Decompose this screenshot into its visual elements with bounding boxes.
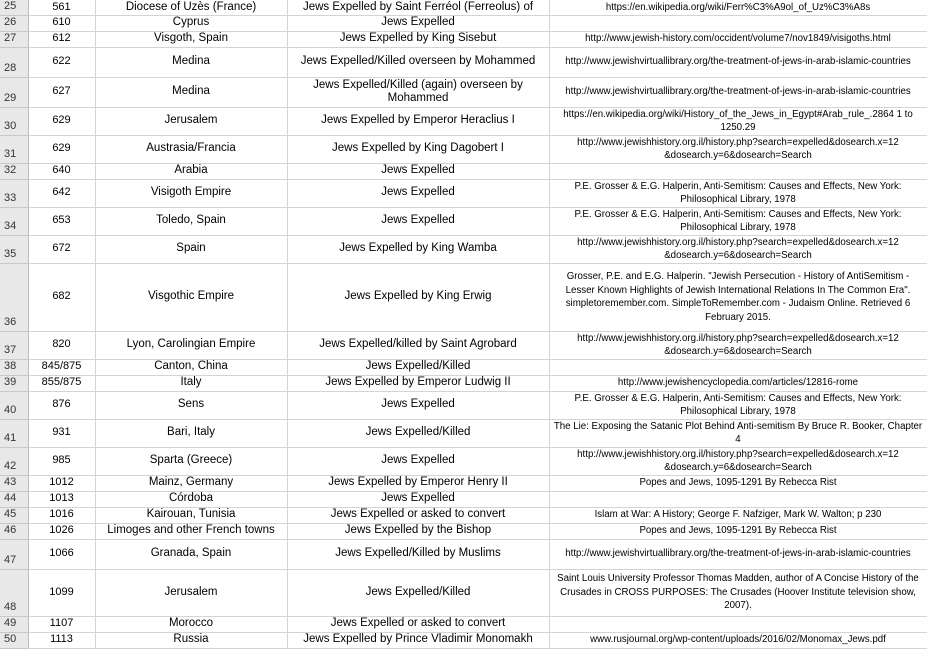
cell-place[interactable]: Visgoth, Spain <box>95 31 287 47</box>
cell-year[interactable]: 820 <box>28 331 95 359</box>
cell-year[interactable]: 640 <box>28 163 95 179</box>
row-header[interactable]: 41 <box>0 419 28 447</box>
cell-place[interactable]: Jerusalem <box>95 569 287 616</box>
cell-year[interactable]: 629 <box>28 107 95 135</box>
row-header[interactable]: 45 <box>0 507 28 523</box>
row-header[interactable]: 44 <box>0 491 28 507</box>
cell-source[interactable]: https://en.wikipedia.org/wiki/History_of_the_Jews_in_Egypt#Arab_rule_.2864 1 to 1250.29 <box>549 107 927 135</box>
cell-year[interactable]: 855/875 <box>28 375 95 391</box>
cell-year[interactable]: 622 <box>28 47 95 77</box>
cell-year[interactable]: 561 <box>28 0 95 15</box>
cell-place[interactable]: Medina <box>95 77 287 107</box>
cell-source[interactable]: http://www.jewishvirtuallibrary.org/the-treatment-of-jews-in-arab-islamic-countries <box>549 77 927 107</box>
table-row[interactable] <box>0 135 927 163</box>
row-header[interactable]: 48 <box>0 569 28 616</box>
row-header[interactable]: 43 <box>0 475 28 491</box>
cell-source[interactable]: http://www.jewish-history.com/occident/volume7/nov1849/visigoths.html <box>549 31 927 47</box>
cell-event[interactable]: Jews Expelled by Emperor Ludwig II <box>287 375 549 391</box>
table-row[interactable] <box>0 375 927 391</box>
cell-year[interactable]: 1113 <box>28 632 95 648</box>
row-header[interactable]: 32 <box>0 163 28 179</box>
table-row[interactable] <box>0 569 927 616</box>
row-header[interactable]: 49 <box>0 616 28 632</box>
row-header[interactable]: 40 <box>0 391 28 419</box>
cell-place[interactable]: Toledo, Spain <box>95 207 287 235</box>
table-row[interactable] <box>0 263 927 331</box>
cell-year[interactable]: 931 <box>28 419 95 447</box>
cell-place[interactable]: Medina <box>95 47 287 77</box>
cell-source[interactable] <box>549 491 927 507</box>
cell-source[interactable]: http://www.jewishencyclopedia.com/articles/12816-rome <box>549 375 927 391</box>
cell-event[interactable]: Jews Expelled by King Sisebut <box>287 31 549 47</box>
cell-year[interactable]: 845/875 <box>28 359 95 375</box>
cell-place[interactable]: Kairouan, Tunisia <box>95 507 287 523</box>
table-row[interactable] <box>0 616 927 632</box>
cell-source[interactable]: https://en.wikipedia.org/wiki/Ferr%C3%A9ol_of_Uz%C3%A8s <box>549 0 927 15</box>
cell-event[interactable]: Jews Expelled or asked to convert <box>287 616 549 632</box>
cell-event[interactable]: Jews Expelled/Killed overseen by Mohammed <box>287 47 549 77</box>
cell-year[interactable]: 1016 <box>28 507 95 523</box>
table-row[interactable] <box>0 447 927 475</box>
cell-event[interactable]: Jews Expelled/Killed (again) overseen by Mohammed <box>287 77 549 107</box>
cell-place[interactable]: Diocese of Uzès (France) <box>95 0 287 15</box>
cell-event[interactable]: Jews Expelled by King Erwig <box>287 263 549 331</box>
row-header[interactable]: 36 <box>0 263 28 331</box>
cell-source[interactable]: www.rusjournal.org/wp-content/uploads/2016/02/Monomax_Jews.pdf <box>549 632 927 648</box>
row-header[interactable]: 38 <box>0 359 28 375</box>
cell-source[interactable]: http://www.jewishhistory.org.il/history.php?search=expelled&dosearch.x=12 &dosearch.y=6&dosearch=Search <box>549 135 927 163</box>
row-header[interactable]: 39 <box>0 375 28 391</box>
cell-source[interactable]: P.E. Grosser & E.G. Halperin, Anti-Semitism: Causes and Effects, New York: Philosophical Library, 1978 <box>549 179 927 207</box>
row-header[interactable]: 27 <box>0 31 28 47</box>
cell-event[interactable]: Jews Expelled <box>287 207 549 235</box>
cell-event[interactable]: Jews Expelled <box>287 491 549 507</box>
cell-place[interactable]: Bari, Italy <box>95 419 287 447</box>
cell-source[interactable]: http://www.jewishhistory.org.il/history.php?search=expelled&dosearch.x=12 &dosearch.y=6&dosearch=Search <box>549 235 927 263</box>
cell-place[interactable]: Visigoth Empire <box>95 179 287 207</box>
cell-year[interactable]: 612 <box>28 31 95 47</box>
cell-year[interactable]: 1107 <box>28 616 95 632</box>
cell-source[interactable]: http://www.jewishhistory.org.il/history.php?search=expelled&dosearch.x=12 &dosearch.y=6&dosearch=Search <box>549 331 927 359</box>
row-header[interactable]: 29 <box>0 77 28 107</box>
row-header[interactable]: 46 <box>0 523 28 539</box>
table-row[interactable] <box>0 179 927 207</box>
cell-place[interactable]: Arabia <box>95 163 287 179</box>
table-row[interactable] <box>0 523 927 539</box>
table-row[interactable] <box>0 419 927 447</box>
cell-source[interactable] <box>549 163 927 179</box>
cell-event[interactable]: Jews Expelled by Emperor Henry II <box>287 475 549 491</box>
table-row[interactable] <box>0 31 927 47</box>
cell-year[interactable]: 629 <box>28 135 95 163</box>
cell-place[interactable]: Cyprus <box>95 15 287 31</box>
table-row[interactable] <box>0 331 927 359</box>
row-header[interactable]: 50 <box>0 632 28 648</box>
table-row[interactable] <box>0 107 927 135</box>
cell-place[interactable]: Córdoba <box>95 491 287 507</box>
row-header[interactable]: 30 <box>0 107 28 135</box>
row-header[interactable]: 31 <box>0 135 28 163</box>
table-row[interactable] <box>0 0 927 15</box>
cell-event[interactable]: Jews Expelled <box>287 163 549 179</box>
cell-source[interactable] <box>549 359 927 375</box>
cell-place[interactable]: Sparta (Greece) <box>95 447 287 475</box>
cell-event[interactable]: Jews Expelled by King Wamba <box>287 235 549 263</box>
table-row[interactable] <box>0 391 927 419</box>
cell-year[interactable]: 627 <box>28 77 95 107</box>
row-header[interactable]: 37 <box>0 331 28 359</box>
cell-source[interactable]: http://www.jewishvirtuallibrary.org/the-treatment-of-jews-in-arab-islamic-countries <box>549 47 927 77</box>
cell-year[interactable]: 642 <box>28 179 95 207</box>
table-row[interactable] <box>0 491 927 507</box>
table-row[interactable] <box>0 163 927 179</box>
cell-place[interactable]: Italy <box>95 375 287 391</box>
cell-source[interactable]: http://www.jewishvirtuallibrary.org/the-treatment-of-jews-in-arab-islamic-countries <box>549 539 927 569</box>
cell-event[interactable]: Jews Expelled by Emperor Heraclius I <box>287 107 549 135</box>
cell-year[interactable]: 1013 <box>28 491 95 507</box>
cell-place[interactable]: Sens <box>95 391 287 419</box>
cell-source[interactable]: Saint Louis University Professor Thomas Madden, author of A Concise History of the Crusades in CROSS PURPOSES: The Crusades (Hoover Institute television show, 2007). <box>549 569 927 616</box>
cell-source[interactable] <box>549 15 927 31</box>
table-row[interactable] <box>0 507 927 523</box>
cell-event[interactable]: Jews Expelled <box>287 179 549 207</box>
cell-source[interactable]: The Lie: Exposing the Satanic Plot Behind Anti-semitism By Bruce R. Booker, Chapter 4 <box>549 419 927 447</box>
cell-place[interactable]: Austrasia/Francia <box>95 135 287 163</box>
cell-source[interactable]: Popes and Jews, 1095-1291 By Rebecca Rist <box>549 475 927 491</box>
cell-event[interactable]: Jews Expelled/killed by Saint Agrobard <box>287 331 549 359</box>
cell-place[interactable]: Spain <box>95 235 287 263</box>
cell-source[interactable] <box>549 616 927 632</box>
cell-year[interactable]: 1066 <box>28 539 95 569</box>
table-row[interactable] <box>0 539 927 569</box>
cell-year[interactable]: 672 <box>28 235 95 263</box>
row-header[interactable]: 25 <box>0 0 28 15</box>
cell-event[interactable]: Jews Expelled/Killed <box>287 359 549 375</box>
cell-event[interactable]: Jews Expelled <box>287 15 549 31</box>
cell-place[interactable]: Limoges and other French towns <box>95 523 287 539</box>
cell-source[interactable]: Grosser, P.E. and E.G. Halperin. "Jewish Persecution - History of AntiSemitism - Lesser Known Highlights of Jewish International Relations In The Common Era". simpletoremember.com. SimpleToRemember.com - Judaism Online. Retrieved 6 February 2015. <box>549 263 927 331</box>
cell-event[interactable]: Jews Expelled by King Dagobert I <box>287 135 549 163</box>
row-header[interactable]: 42 <box>0 447 28 475</box>
cell-place[interactable]: Granada, Spain <box>95 539 287 569</box>
cell-event[interactable]: Jews Expelled <box>287 391 549 419</box>
row-header[interactable]: 33 <box>0 179 28 207</box>
cell-event[interactable]: Jews Expelled <box>287 447 549 475</box>
cell-year[interactable]: 653 <box>28 207 95 235</box>
cell-event[interactable]: Jews Expelled/Killed <box>287 569 549 616</box>
table-row[interactable] <box>0 359 927 375</box>
table-row[interactable] <box>0 632 927 648</box>
cell-event[interactable]: Jews Expelled by the Bishop <box>287 523 549 539</box>
row-header[interactable]: 35 <box>0 235 28 263</box>
row-header[interactable]: 28 <box>0 47 28 77</box>
cell-place[interactable]: Russia <box>95 632 287 648</box>
cell-place[interactable]: Morocco <box>95 616 287 632</box>
cell-place[interactable]: Canton, China <box>95 359 287 375</box>
cell-source[interactable]: Popes and Jews, 1095-1291 By Rebecca Rist <box>549 523 927 539</box>
table-row[interactable] <box>0 15 927 31</box>
cell-year[interactable]: 1026 <box>28 523 95 539</box>
cell-year[interactable]: 610 <box>28 15 95 31</box>
cell-year[interactable]: 682 <box>28 263 95 331</box>
row-header[interactable]: 34 <box>0 207 28 235</box>
cell-source[interactable]: P.E. Grosser & E.G. Halperin, Anti-Semitism: Causes and Effects, New York: Philosophical Library, 1978 <box>549 207 927 235</box>
cell-place[interactable]: Lyon, Carolingian Empire <box>95 331 287 359</box>
cell-year[interactable]: 985 <box>28 447 95 475</box>
cell-source[interactable]: http://www.jewishhistory.org.il/history.php?search=expelled&dosearch.x=12 &dosearch.y=6&dosearch=Search <box>549 447 927 475</box>
cell-source[interactable]: P.E. Grosser & E.G. Halperin, Anti-Semitism: Causes and Effects, New York: Philosophical Library, 1978 <box>549 391 927 419</box>
cell-source[interactable]: Islam at War: A History; George F. Nafziger, Mark W. Walton; p 230 <box>549 507 927 523</box>
row-header[interactable]: 26 <box>0 15 28 31</box>
table-row[interactable] <box>0 77 927 107</box>
cell-place[interactable]: Jerusalem <box>95 107 287 135</box>
cell-year[interactable]: 876 <box>28 391 95 419</box>
cell-place[interactable]: Visgothic Empire <box>95 263 287 331</box>
table-row[interactable] <box>0 235 927 263</box>
cell-event[interactable]: Jews Expelled/Killed <box>287 419 549 447</box>
row-header[interactable]: 47 <box>0 539 28 569</box>
cell-year[interactable]: 1099 <box>28 569 95 616</box>
cell-year[interactable]: 1012 <box>28 475 95 491</box>
cell-place[interactable]: Mainz, Germany <box>95 475 287 491</box>
cell-event[interactable]: Jews Expelled by Saint Ferréol (Ferreolus) of <box>287 0 549 15</box>
cell-event[interactable]: Jews Expelled by Prince Vladimir Monomakh <box>287 632 549 648</box>
table-row[interactable] <box>0 47 927 77</box>
cell-event[interactable]: Jews Expelled/Killed by Muslims <box>287 539 549 569</box>
cell-event[interactable]: Jews Expelled or asked to convert <box>287 507 549 523</box>
table-row[interactable] <box>0 475 927 491</box>
table-row[interactable] <box>0 207 927 235</box>
